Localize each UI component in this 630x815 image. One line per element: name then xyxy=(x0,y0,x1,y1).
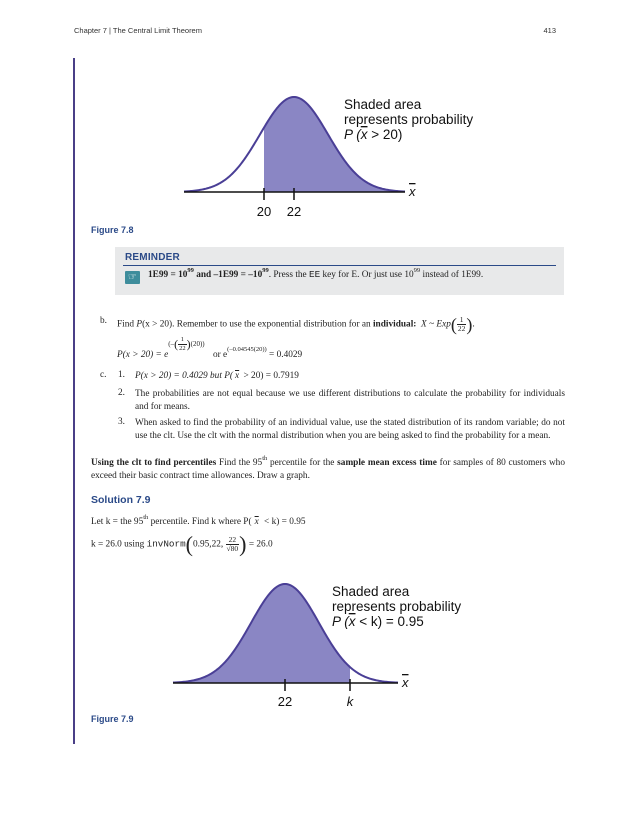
figure-caption-7-8: Figure 7.8 xyxy=(91,225,134,235)
page-number: 413 xyxy=(543,26,556,35)
list-marker-c: c. xyxy=(100,370,107,380)
reminder-box xyxy=(115,247,564,295)
margin-rule xyxy=(73,58,75,744)
tick-label-20: 20 xyxy=(256,204,272,219)
part-c-item-3: When asked to find the probability of an individual value, use the stated distribution of its random variable; do not use the clt. Use the clt with the normal distribution when you are being asked to find the probability for a mean. xyxy=(135,418,565,441)
axis-label-x: x xyxy=(402,675,409,690)
part-c-item-2: The probabilities are not equal because we use different distributions to calculate the probability for individuals and for means. xyxy=(135,389,565,412)
annotation-line-1: Shaded area xyxy=(344,97,422,112)
part-c-item-1: P(x > 20) = 0.4029 but P( $\overline{x} > 20) = 0.7919$ xyxy=(135,371,299,381)
reminder-text: $1E99 = 10^{99}$ and $-1E99 = -10^{99}$. Press the EE key for E. Or just use $10^{99}$ instead of 1E99. xyxy=(148,267,484,280)
figure-7-8-graph xyxy=(170,88,520,220)
item-number-2: 2. xyxy=(118,388,125,398)
annotation-line-2: represents probability xyxy=(344,112,474,127)
annotation-line-1: Shaded area xyxy=(332,584,410,599)
axis-label-x: x xyxy=(409,184,416,199)
tick-label-22: 22 xyxy=(286,204,302,219)
tick-label-22: 22 xyxy=(277,694,293,709)
solution-line-1: Let k = the 95th percentile. Find k where P( $\overline{x} < k) = 0.95$ xyxy=(91,514,306,527)
part-b-equation: $P(x > 20) = e^{(-( \frac{1}{22} )(20))}$ or $e_{(-0.04545(20))} = 0.4029$ xyxy=(117,336,303,361)
ee-key-label: EE xyxy=(309,269,321,280)
tick-label-k: k xyxy=(346,694,354,709)
figure-7-9-graph xyxy=(170,575,520,710)
shaded-area xyxy=(173,584,350,683)
solution-line-2: k = 26.0 using invNorm(0.95,22, $\frac{22}{√80}$ ) = 26.0 xyxy=(91,531,273,557)
solution-title: Solution 7.9 xyxy=(91,494,151,506)
reminder-divider xyxy=(123,265,556,266)
item-number-1: 1. xyxy=(118,370,125,380)
annotation-line-2: represents probability xyxy=(332,599,462,614)
list-marker-b: b. xyxy=(100,316,107,326)
pointing-hand-icon: ☞ xyxy=(125,271,140,284)
part-b-text: Find P(x > 20). Remember to use the exponential distribution for an individual: X ~ Exp( $\frac{1}{22}$ ). xyxy=(117,314,475,335)
annotation-line-3: P (x > 20) xyxy=(344,127,403,142)
clt-percentile-paragraph: Using the clt to find percentiles Find the 95th percentile for the sample mean excess time for samples of 80 customers who exceed their basic contract time allowances. Draw a graph. xyxy=(91,455,565,481)
reminder-title: REMINDER xyxy=(125,252,180,263)
annotation-line-3: P (x < k) = 0.95 xyxy=(332,614,424,629)
running-header-chapter: Chapter 7 | The Central Limit Theorem xyxy=(74,26,202,35)
figure-caption-7-9: Figure 7.9 xyxy=(91,714,134,724)
item-number-3: 3. xyxy=(118,417,125,427)
